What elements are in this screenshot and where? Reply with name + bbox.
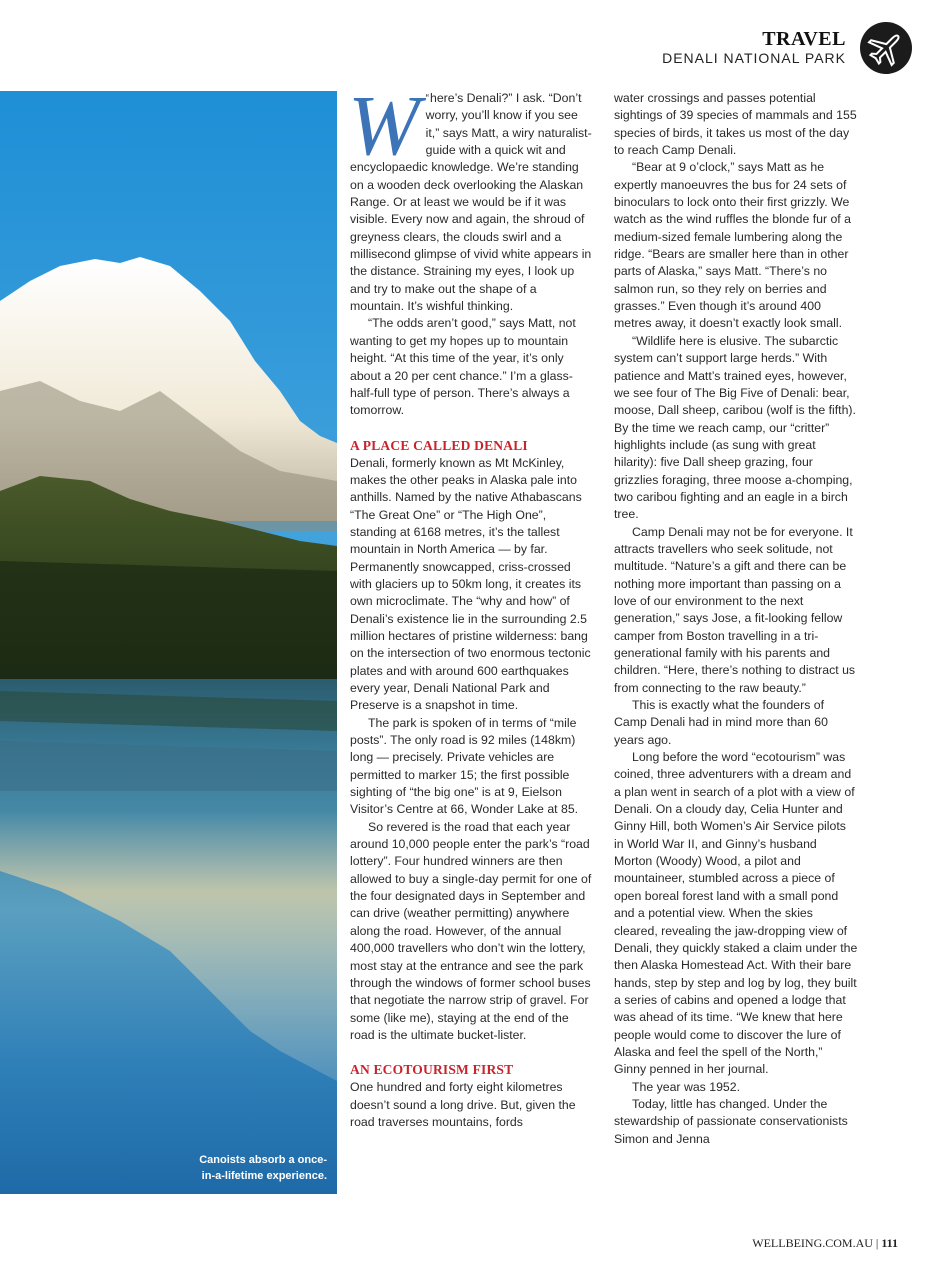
body-paragraph: This is exactly what the founders of Camp Denali had in mind more than 60 years ago. — [614, 698, 828, 747]
section-heading: AN ECOTOURISM FIRST — [350, 1062, 514, 1078]
body-paragraph: Today, little has changed. Under the stewardship of passionate conservationists Simon and Jenna — [614, 1096, 848, 1146]
body-paragraph: One hundred and forty eight kilometres doesn’t sound a long drive. But, given the road traverses mountains, fords — [350, 1080, 576, 1129]
article-column-1 — [348, 77, 594, 1131]
body-paragraph: Camp Denali may not be for everyone. It attracts travellers who seek solitude, not multitude. “Nature’s a gift and there can be nothing more important than passing on a love of our environment to the next generation,” says Jose, a fit-looking fellow camper from Boston travelling in a tri-generational family with his parents and children. “Here, there’s nothing to distract us from connecting to the raw beauty.” — [614, 524, 856, 695]
footer-site: WELLBEING.COM.AU — [752, 1236, 873, 1250]
photo-caption: Canoists absorb a once-in-a-lifetime experience. — [199, 1154, 327, 1182]
body-paragraph: Long before the word “ecotourism” was coined, three adventurers with a dream and a plan went in search of a plot with a view of Denali. On a cloudy day, Celia Hunter and Ginny Hill, both Women’s Air Service pilots in World War II, and Ginny’s husband Morton (Woody) Wood, a pilot and mountaineer, stumbled across a piece of open boreal forest land with a small pond and a potential view. When the skies cleared, revealing the jaw-dropping view of Denali, they quickly staked a claim under the then Alaska Homestead Act. With their bare hands, step by step and log by log, they built a series of cabins and opened a lodge that was ahead of its time. “We knew that here people would come to discover the lure of Alaska and feel the spell of the North,” Ginny penned in her journal. — [614, 750, 858, 1077]
drop-cap: W — [348, 77, 420, 173]
hero-photo — [0, 91, 337, 1194]
lead-text: here’s Denali?” I ask. “Don’t worry, you’ll know if you see it,” says Matt, a wiry naturalist-guide with a quick wit and encyclopaedic knowledge. We’re standing on a wooden deck overlooking the Alaskan Range. Or at least we would be if it was visible. Every now and again, the shroud of greyness clears, the clouds swirl and a millisecond glimpse of vivid white appears in the distance. Straining my eyes, I look up and try to make out the shape of a mountain. It’s wishful thinking. — [350, 91, 592, 314]
body-paragraph: water crossings and passes potential sightings of 39 species of mammals and 155 species of birds, it takes us most of the day to reach Camp Denali. — [614, 91, 857, 158]
body-paragraph: “The odds aren’t good,” says Matt, not wanting to get my hopes up to mountain height. “At this time of the year, it’s only about a 20 per cent chance.” I’m a glass-half-full type of person. There’s always a tomorrow. — [350, 316, 576, 418]
body-paragraph: The park is spoken of in terms of “mile posts”. The only road is 92 miles (148km) long — precisely. Private vehicles are permitted to marker 15; the first possible sighting of “the big one” is at 9, Eielson Visitor’s Centre at 66, Wonder Lake at 85. — [350, 715, 579, 817]
airplane-icon — [860, 22, 912, 74]
page-number: 111 — [881, 1236, 898, 1250]
page-footer — [752, 1236, 898, 1251]
section-heading: A PLACE CALLED DENALI — [350, 437, 528, 453]
section-subtitle: DENALI NATIONAL PARK — [662, 50, 846, 66]
article-column-2 — [614, 90, 858, 1148]
footer-separator: | — [875, 1236, 879, 1250]
body-paragraph — [348, 77, 594, 315]
body-paragraph: The year was 1952. — [632, 1079, 741, 1094]
body-paragraph: So revered is the road that each year around 10,000 people enter the park’s “road lottery”. Four hundred winners are then allowed to buy a single-day permit for one of the four designated days in September and can drive (weather permitting) anywhere along the road. However, of the annual 400,000 travellers who don’t win the lottery, most stay at the entrance and see the park through the windows of former school buses that negotiate the narrow strip of gravel. For some (like me), staying at the end of the road is the ultimate bucket-lister. — [350, 819, 592, 1042]
section-title: TRAVEL — [762, 28, 846, 50]
opening-quote: “ — [425, 93, 429, 104]
body-paragraph: Denali, formerly known as Mt McKinley, makes the other peaks in Alaska pale into anthills. Named by the native Athabascans “The Great One” or “The High One”, standing at 6168 metres, it’s the tallest mountain in North America — by far. Permanently snowcapped, criss-crossed with glaciers up to 50km long, it creates its own microclimate. The “why and how” of Denali’s existence lie in the surrounding 2.5 million hectares of pristine wilderness: bang on the intersection of two enormous tectonic plates and with around 600 earthquakes every year, Denali National Park and Preserve is a snapshot in time. — [350, 455, 591, 713]
body-paragraph: “Wildlife here is elusive. The subarctic system can’t support large herds.” With patience and Matt’s trained eyes, however, we see four of The Big Five of Denali: bear, moose, Dall sheep, caribou (wolf is the fifth). By the time we reach camp, our “critter” highlights include (as sung with great hilarity): five Dall sheep grazing, four grizzlies foraging, three moose a-chomping, two caribou fighting and an eagle in a birch tree. — [614, 333, 856, 522]
body-paragraph: “Bear at 9 o’clock,” says Matt as he expertly manoeuvres the bus for 24 sets of binoculars to lock onto their first grizzly. We watch as the wind ruffles the blonde fur of a medium-sized female lumbering along the ridge. “Bears are smaller here than in other parts of Alaska,” says Matt. “There’s no salmon run, so they rely on berries and grasses.” Even though it’s around 400 metres away, it doesn’t exactly look small. — [614, 160, 851, 331]
